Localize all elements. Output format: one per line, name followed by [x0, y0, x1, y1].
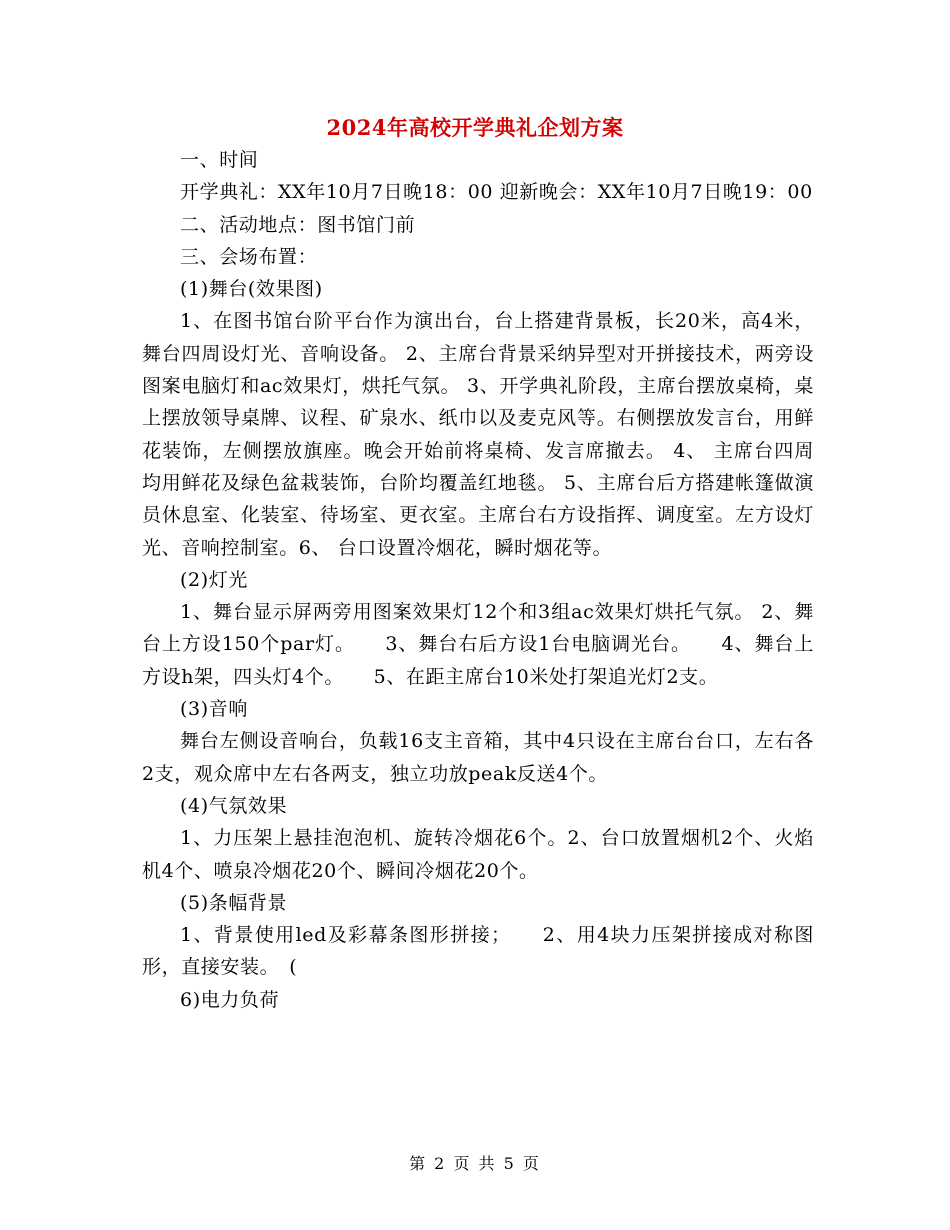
sound-paragraph: 舞台左侧设音响台，负载16支主音箱，其中4只设在主席台台口，左右各2支，观众席中左右各两支，独立功放peak反送4个。	[142, 730, 814, 785]
subsection-atmosphere-heading: (4)气氛效果	[180, 794, 288, 817]
document-body	[142, 144, 814, 1016]
document-title: 2024年高校开学典礼企划方案	[326, 115, 624, 140]
stage-paragraph: 1、在图书馆台阶平台作为演出台，台上搭建背景板，长20米，高4米，舞台四周设灯光、音响设备。 2、主席台背景采纳异型对开拼接技术，两旁设图案电脑灯和ac效果灯，烘托气氛。 3、开学典礼阶段，主席台摆放桌椅，桌上摆放领导桌牌、议程、矿泉水、纸巾以及麦克风等。右侧摆放发言台，用鲜花装饰，左侧摆放旗座。晚会开始前将桌椅、发言席撤去。 4、 主席台四周均用鲜花及绿色盆栽装饰，台阶均覆盖红地毯。 5、主席台后方搭建帐篷做演员休息室、化装室、待场室、更衣室。主席台右方设指挥、调度室。左方设灯光、音响控制室。6、 台口设置冷烟花，瞬时烟花等。	[142, 310, 814, 559]
page-number: 第 2 页 共 5 页	[409, 1154, 541, 1173]
subsection-lighting-heading: (2)灯光	[180, 568, 248, 591]
subsection-banner-heading: (5)条幅背景	[180, 891, 288, 914]
section-time-heading: 一、时间	[180, 149, 259, 171]
lighting-paragraph: 1、舞台显示屏两旁用图案效果灯12个和3组ac效果灯烘托气氛。 2、舞台上方设150个par灯。 3、舞台右后方设1台电脑调光台。 4、舞台上方设h架，四头灯4个。 5、在距主席台10米处打架追光灯2支。	[142, 601, 814, 688]
subsection-power-heading: 6)电力负荷	[180, 988, 280, 1011]
section-location-heading: 二、活动地点：图书馆门前	[180, 213, 416, 236]
time-paragraph: 开学典礼：XX年10月7日晚18：00 迎新晚会：XX年10月7日晚19：00	[180, 181, 813, 204]
section-venue-heading: 三、会场布置：	[180, 245, 318, 268]
subsection-sound-heading: (3)音响	[180, 698, 248, 721]
banner-paragraph: 1、背景使用led及彩幕条图形拼接； 2、用4块力压架拼接成对称图形，直接安装。 (	[142, 924, 814, 979]
subsection-stage-heading: (1)舞台(效果图)	[180, 278, 323, 301]
atmosphere-paragraph: 1、力压架上悬挂泡泡机、旋转冷烟花6个。2、台口放置烟机2个、火焰机4个、喷泉冷烟花20个、瞬间冷烟花20个。	[142, 827, 814, 882]
